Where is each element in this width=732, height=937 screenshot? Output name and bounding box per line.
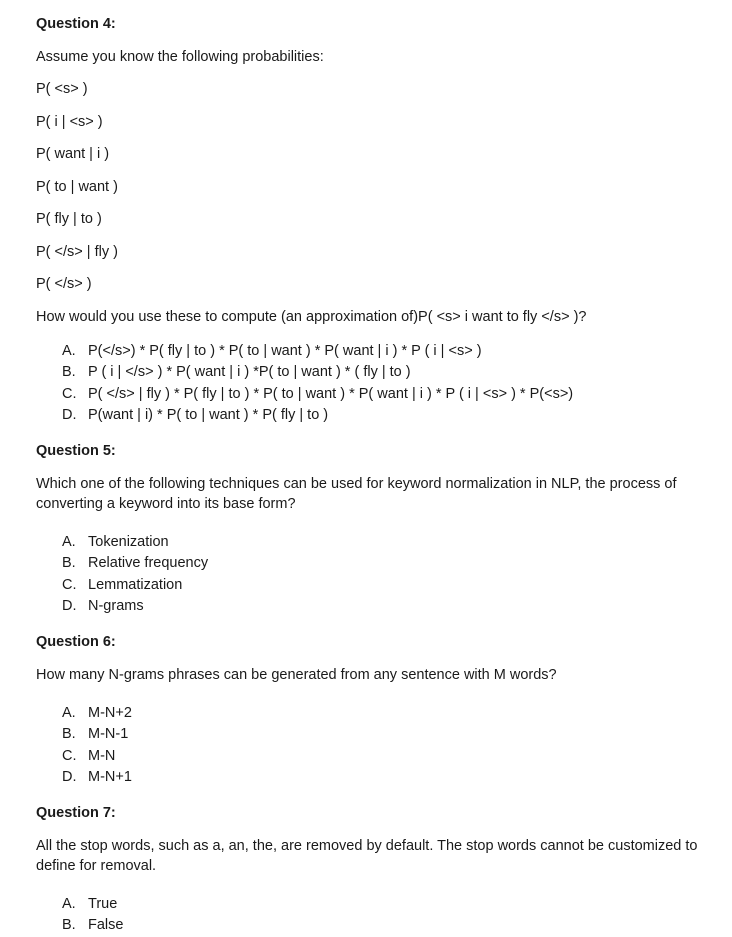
option-a xyxy=(62,703,698,725)
question-title: Question 7: xyxy=(36,804,116,821)
option-text: M-N+2 xyxy=(88,704,132,721)
option-letter: C. xyxy=(62,385,77,402)
option-text: P ( i | </s> ) * P( want | i ) *P( to | want ) * ( fly | to ) xyxy=(88,364,411,380)
option-text: M-N xyxy=(88,747,116,764)
option-letter: A. xyxy=(62,704,76,721)
option-a xyxy=(62,341,698,363)
option-d xyxy=(62,405,698,427)
question-intro: Assume you know the following probabilities: xyxy=(36,49,324,65)
option-b xyxy=(62,915,698,937)
probability-item: P( <s> ) xyxy=(36,81,88,97)
option-list xyxy=(36,894,698,937)
option-letter: C. xyxy=(62,747,77,764)
question-title: Question 6: xyxy=(36,633,116,650)
option-text: P(</s>) * P( fly | to ) * P( to | want ) * P( want | i ) * P ( i | <s> ) xyxy=(88,342,482,359)
option-letter: A. xyxy=(62,342,76,359)
option-letter: B. xyxy=(62,726,76,742)
option-b xyxy=(62,362,698,384)
probability-item: P( fly | to ) xyxy=(36,211,102,227)
option-letter: D. xyxy=(62,598,77,614)
question-prompt: Which one of the following techniques can be used for keyword normalization in NLP, the process of converting a keyword into its base form? xyxy=(36,475,677,512)
option-d xyxy=(62,767,698,789)
option-text: P(want | i) * P( to | want ) * P( fly | to ) xyxy=(88,407,329,423)
question-prompt: How would you use these to compute (an approximation of)P( <s> i want to fly </s> )? xyxy=(36,308,587,325)
probability-item: P( </s> ) xyxy=(36,276,92,292)
option-text: P( </s> | fly ) * P( fly | to ) * P( to | want ) * P( want | i ) * P ( i | <s> ) * P(<s>) xyxy=(88,385,574,402)
option-a xyxy=(62,532,698,554)
question-4 xyxy=(36,14,698,427)
question-title: Question 5: xyxy=(36,442,116,459)
option-letter: A. xyxy=(62,895,76,912)
option-letter: B. xyxy=(62,364,76,380)
option-letter: D. xyxy=(62,407,77,423)
option-text: Lemmatization xyxy=(88,576,183,593)
option-letter: C. xyxy=(62,576,77,593)
probability-item: P( </s> | fly ) xyxy=(36,243,118,260)
probability-item: P( i | <s> ) xyxy=(36,113,103,130)
probability-item: P( want | i ) xyxy=(36,146,110,162)
option-letter: B. xyxy=(62,917,76,933)
option-a xyxy=(62,894,698,916)
option-list xyxy=(36,341,698,427)
question-5 xyxy=(36,441,698,618)
option-list xyxy=(36,532,698,618)
option-c xyxy=(62,575,698,597)
question-prompt: All the stop words, such as a, an, the, are removed by default. The stop words cannot be customized to define for removal. xyxy=(36,837,698,874)
option-d xyxy=(62,596,698,618)
option-text: Tokenization xyxy=(88,533,169,550)
option-text: N-grams xyxy=(88,598,144,614)
option-text: True xyxy=(88,895,118,912)
question-6 xyxy=(36,632,698,789)
question-7 xyxy=(36,803,698,937)
option-letter: D. xyxy=(62,769,77,785)
question-prompt: How many N-grams phrases can be generated from any sentence with M words? xyxy=(36,666,557,683)
option-text: M-N-1 xyxy=(88,726,129,742)
probability-item: P( to | want ) xyxy=(36,178,118,195)
option-list xyxy=(36,703,698,789)
option-text: False xyxy=(88,917,124,933)
option-c xyxy=(62,746,698,768)
option-letter: B. xyxy=(62,555,76,571)
option-b xyxy=(62,724,698,746)
option-letter: A. xyxy=(62,533,76,550)
option-b xyxy=(62,553,698,575)
question-title: Question 4: xyxy=(36,16,116,32)
option-c xyxy=(62,384,698,406)
option-text: Relative frequency xyxy=(88,555,209,571)
option-text: M-N+1 xyxy=(88,769,132,785)
